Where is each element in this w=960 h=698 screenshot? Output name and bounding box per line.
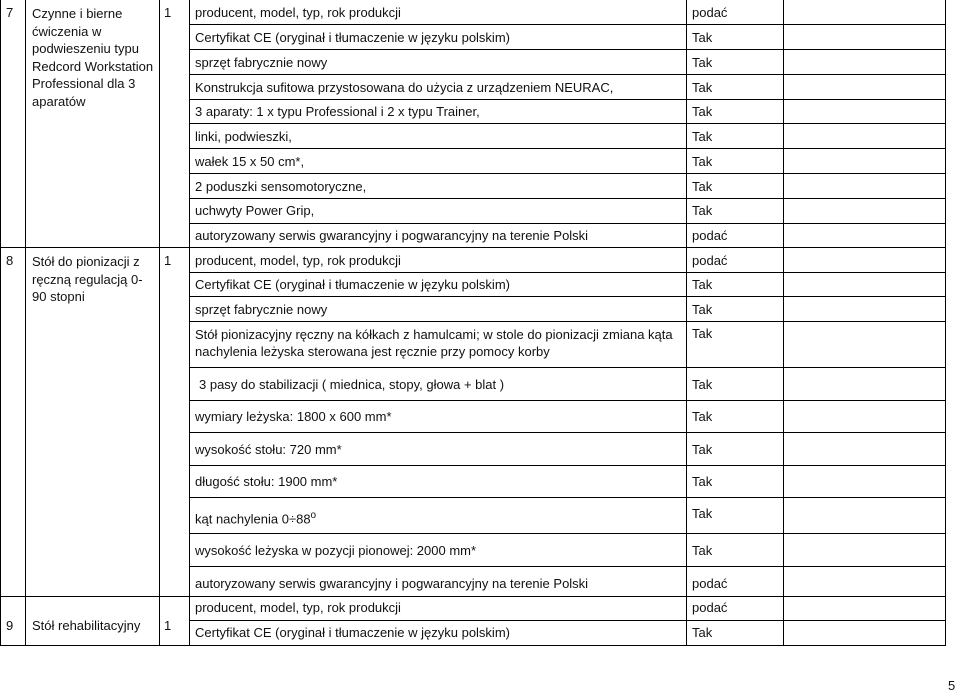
spec-value: podać <box>692 253 728 268</box>
spec-value: podać <box>692 600 728 615</box>
spec-text: długość stołu: 1900 mm* <box>195 474 338 489</box>
col-border <box>945 0 946 645</box>
spec-text-main: kąt nachylenia 0÷88 <box>195 511 311 527</box>
spec-text: uchwyty Power Grip, <box>195 203 315 218</box>
spec-text: Certyfikat CE (oryginał i tłumaczenie w języku polskim) <box>195 277 510 292</box>
item-border <box>189 321 946 322</box>
spec-text: Certyfikat CE (oryginał i tłumaczenie w języku polskim) <box>195 30 510 45</box>
col-border <box>686 0 687 645</box>
product-name: Stół do pionizacji z ręczną regulacją 0-90 stopni <box>32 254 143 304</box>
spec-value: Tak <box>692 154 713 169</box>
item-border <box>189 367 946 368</box>
spec-text: 3 pasy do stabilizacji ( miednica, stopy, głowa + blat ) <box>199 377 505 392</box>
spec-text: sprzęt fabrycznie nowy <box>195 55 328 70</box>
spec-value: Tak <box>692 442 713 457</box>
spec-text: 3 aparaty: 1 x typu Professional i 2 x typu Trainer, <box>195 104 480 119</box>
spec-text: producent, model, typ, rok produkcji <box>195 5 401 20</box>
item-border <box>189 533 946 534</box>
quantity: 1 <box>164 5 172 20</box>
item-border <box>189 173 946 174</box>
spec-text: wymiary leżyska: 1800 x 600 mm* <box>195 409 392 424</box>
spec-value: Tak <box>692 55 713 70</box>
quantity: 1 <box>164 253 172 268</box>
spec-value: Tak <box>692 104 713 119</box>
spec-value: Tak <box>692 129 713 144</box>
item-border <box>189 400 946 401</box>
item-border <box>189 198 946 199</box>
spec-value: Tak <box>692 506 713 521</box>
item-border <box>189 148 946 149</box>
spec-value: Tak <box>692 30 713 45</box>
spec-text: producent, model, typ, rok produkcji <box>195 600 401 615</box>
spec-value: podać <box>692 228 728 243</box>
spec-text <box>195 508 316 527</box>
spec-text: wysokość leżyska w pozycji pionowej: 2000 mm* <box>195 543 477 558</box>
spec-text: Stół pionizacyjny ręczny na kółkach z hamulcami; w stole do pionizacji zmiana kąta nachylenia leżyska sterowana jest ręcznie przy pomocy korby <box>195 327 673 359</box>
spec-value: Tak <box>692 277 713 292</box>
spec-text: 2 poduszki sensomotoryczne, <box>195 179 367 194</box>
col-border <box>159 0 160 645</box>
degree-sign: o <box>310 510 317 521</box>
item-border <box>189 432 946 433</box>
quantity: 1 <box>164 618 172 633</box>
spec-value: Tak <box>692 203 713 218</box>
col-border <box>189 0 190 645</box>
spec-text: linki, podwieszki, <box>195 129 292 144</box>
item-border <box>189 24 946 25</box>
spec-value: Tak <box>692 409 713 424</box>
col-border <box>783 0 784 645</box>
spec-value: Tak <box>692 179 713 194</box>
item-border <box>189 74 946 75</box>
spec-value: Tak <box>692 474 713 489</box>
row-number: 7 <box>6 5 14 20</box>
spec-text: Certyfikat CE (oryginał i tłumaczenie w języku polskim) <box>195 625 510 640</box>
item-border <box>189 566 946 567</box>
col-border <box>25 0 26 645</box>
spec-value: Tak <box>692 80 713 95</box>
spec-value: Tak <box>692 302 713 317</box>
spec-value: Tak <box>692 326 713 341</box>
item-border <box>189 123 946 124</box>
spec-value: Tak <box>692 625 713 640</box>
spec-text: wałek 15 x 50 cm*, <box>195 154 305 169</box>
spec-value: Tak <box>692 543 713 558</box>
item-border <box>189 99 946 100</box>
spec-value: podać <box>692 5 728 20</box>
product-name: Czynne i bierne ćwiczenia w podwieszeniu typu Redcord Workstation Professional dla 3 aparatów <box>32 6 154 109</box>
spec-value: podać <box>692 576 728 591</box>
row-number: 8 <box>6 253 14 268</box>
spec-text: Konstrukcja sufitowa przystosowana do użycia z urządzeniem NEURAC, <box>195 80 614 95</box>
row-border <box>0 247 946 248</box>
row-border <box>0 645 946 646</box>
spec-text: autoryzowany serwis gwarancyjny i pogwarancyjny na terenie Polski <box>195 576 589 591</box>
product-name: Stół rehabilitacyjny <box>32 618 141 633</box>
spec-text: sprzęt fabrycznie nowy <box>195 302 328 317</box>
spec-text: producent, model, typ, rok produkcji <box>195 253 401 268</box>
spec-text: autoryzowany serwis gwarancyjny i pogwarancyjny na terenie Polski <box>195 228 589 243</box>
row-border <box>0 596 946 597</box>
item-border <box>189 49 946 50</box>
spec-value: Tak <box>692 377 713 392</box>
item-border <box>189 465 946 466</box>
item-border <box>189 620 946 621</box>
item-border <box>189 497 946 498</box>
item-border <box>189 296 946 297</box>
col-border <box>0 0 1 645</box>
spec-text: wysokość stołu: 720 mm* <box>195 442 342 457</box>
item-border <box>189 272 946 273</box>
row-number: 9 <box>6 618 14 633</box>
page-number: 5 <box>948 678 956 693</box>
item-border <box>189 223 946 224</box>
